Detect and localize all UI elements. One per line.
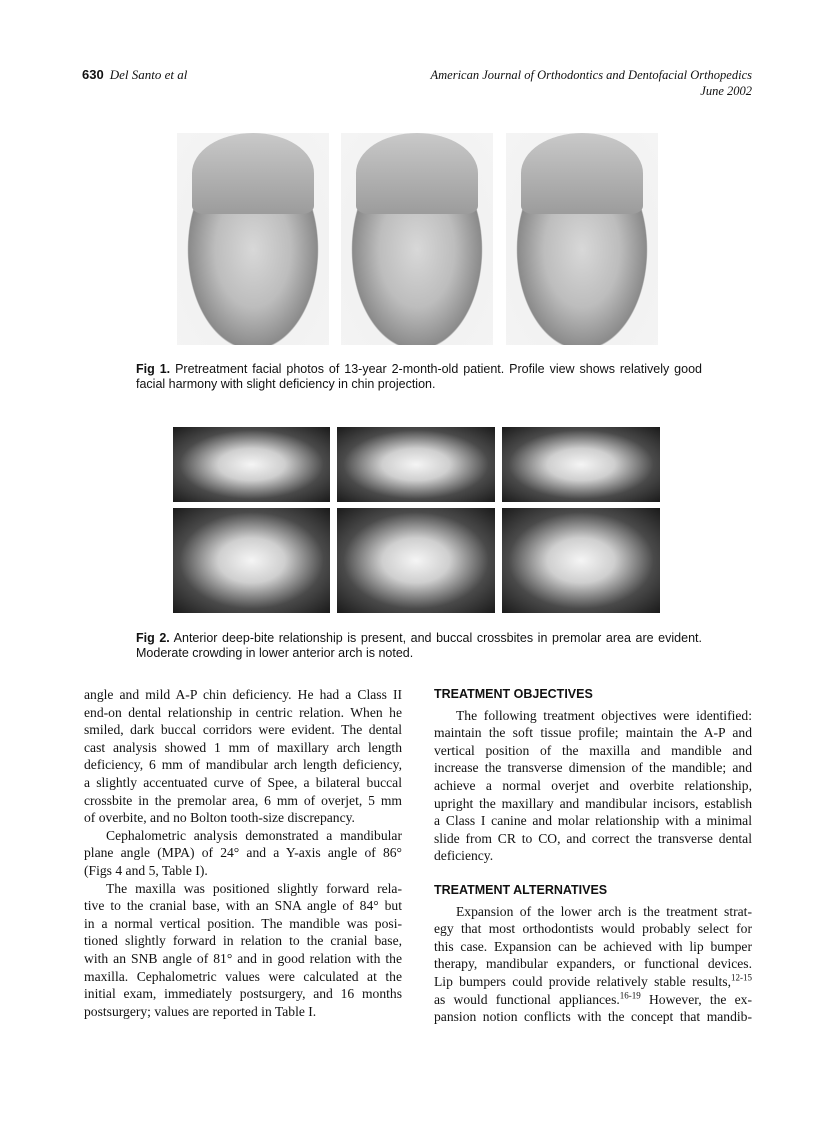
page-number: 630	[82, 67, 104, 82]
text-line: deficiency.	[434, 848, 494, 864]
issue-date: June 2002	[700, 84, 752, 98]
text-line: Expansion of the lower arch is the treatment strat-	[456, 903, 752, 919]
text-line: end-on dental relationship in centric relation. When he	[84, 704, 402, 720]
journal-title: American Journal of Orthodontics and Dentofacial Orthopedics	[430, 68, 752, 82]
text-line: initial exam, immediately postsurgery, and 16 months	[84, 986, 402, 1002]
profile-photo	[177, 133, 329, 345]
figure-2-caption-text: Anterior deep-bite relationship is present, and buccal crossbites in premolar area are evident. Moderate crowding in lower anterior arch is noted.	[136, 631, 702, 660]
running-header-left	[82, 67, 187, 83]
smiling-photo	[506, 133, 658, 345]
citation: 12-15	[731, 972, 752, 983]
intraoral-photo-frontal	[337, 427, 495, 502]
figure-1-caption	[136, 362, 702, 392]
right-text-column	[434, 686, 752, 1026]
text-line: a slightly accentuated curve of Spee, a bilateral buccal	[84, 774, 402, 790]
text-line: Cephalometric analysis demonstrated a mandibular	[106, 827, 402, 843]
authors: Del Santo et al	[109, 67, 188, 82]
text-line: crossbite in the premolar area, 6 mm of overjet, 5 mm	[84, 792, 402, 808]
overjet-photo	[337, 508, 495, 613]
text-line: slide from CR to CO, and correct the transverse dental	[434, 830, 752, 846]
text-line: with an SNB angle of 81° and in good relation with the	[84, 950, 402, 966]
text-line: deficiency, 6 mm of mandibular arch length deficiency,	[84, 757, 402, 773]
text-line: this case. Expansion can be achieved with lip bumper	[434, 938, 752, 954]
figure-2-label: Fig 2.	[136, 631, 170, 645]
text-line: achieve a normal overjet and overbite relationship,	[434, 777, 752, 793]
text-line: a Class I canine and molar relationship with a minimal	[434, 813, 752, 829]
text-line: egy that most orthodontists would probably select for	[434, 921, 752, 937]
text-line: tioned slightly forward in relation to the cranial base,	[84, 933, 402, 949]
treatment-objectives-heading: TREATMENT OBJECTIVES	[434, 687, 593, 701]
text-line: smiled, dark buccal corridors were evident. The dental	[84, 722, 402, 738]
left-text-column	[84, 686, 402, 1020]
text-line: maintain the soft tissue profile; maintain the A-P and	[434, 725, 752, 741]
occlusal-photo-lower	[502, 508, 660, 613]
occlusal-photo-upper	[173, 508, 330, 613]
intraoral-photo-left	[502, 427, 660, 502]
text-line: vertical position of the maxilla and mandible and	[434, 742, 752, 758]
intraoral-photo-right	[173, 427, 330, 502]
text-line: increase the transverse dimension of the mandible; and	[434, 760, 752, 776]
text-line: Lip bumpers could provide relatively stable results,$^{12-15}$	[434, 972, 752, 989]
running-header-right	[431, 67, 753, 99]
text-line: (Figs 4 and 5, Table I).	[84, 862, 208, 878]
frontal-photo	[341, 133, 493, 345]
text-line: upright the maxillary and mandibular incisors, establish	[434, 795, 752, 811]
figure-2-caption	[136, 631, 702, 661]
citation: 16-19	[619, 989, 641, 1000]
text-line: plane angle (MPA) of 24° and a Y-axis angle of 86°	[84, 845, 402, 861]
text-line: as would functional appliances.$^{16-19}$ However, the ex-	[434, 989, 752, 1007]
text-line: The following treatment objectives were identified:	[456, 707, 752, 723]
figure-1-label: Fig 1.	[136, 362, 171, 376]
text-line: of overbite, and no Bolton tooth-size discrepancy.	[84, 810, 355, 826]
text-line: angle and mild A-P chin deficiency. He had a Class II	[84, 687, 402, 702]
text-line: pansion notion conflicts with the concept that mandib-	[434, 1009, 752, 1025]
treatment-alternatives-heading: TREATMENT ALTERNATIVES	[434, 882, 608, 897]
figure-1-caption-text: Pretreatment facial photos of 13-year 2-month-old patient. Profile view shows relatively good facial harmony with slight deficiency in chin projection.	[136, 362, 702, 391]
text-line: postsurgery; values are reported in Table I.	[84, 1003, 317, 1019]
text-line: The maxilla was positioned slightly forward rela-	[106, 880, 402, 896]
text-line: therapy, mandibular expanders, or functional devices.	[434, 956, 752, 972]
text-line: cast analysis showed 1 mm of maxillary arch length	[84, 739, 402, 755]
text-line: maxilla. Cephalometric values were calculated at the	[84, 968, 402, 984]
text-line: tive to the cranial base, with an SNA angle of 84° but	[84, 898, 402, 914]
text-line: in a normal vertical position. The mandible was posi-	[84, 915, 402, 931]
